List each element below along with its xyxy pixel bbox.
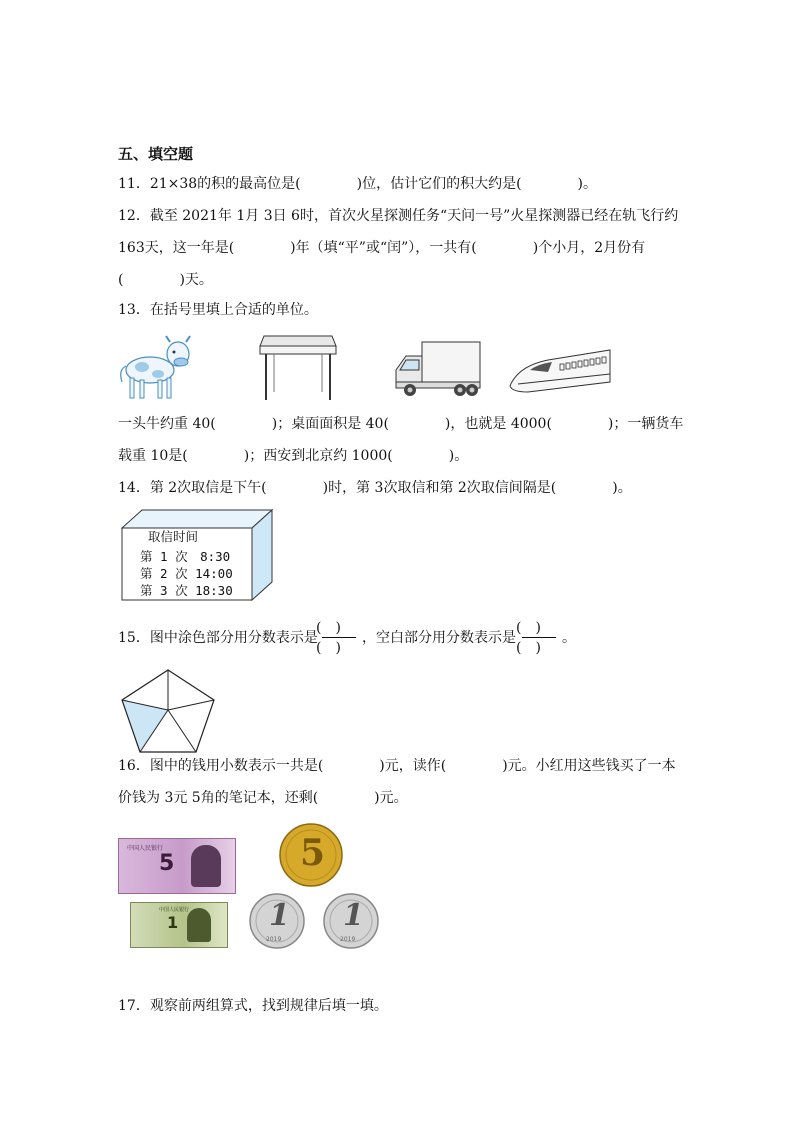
coin-5-value: 5 (300, 832, 326, 874)
question-12-line-2: 163天，这一年是( )年（填“平”或“闰”），一共有( )个小月，2月份有 (118, 240, 646, 256)
question-13-line-1: 一头牛约重 40( )；桌面面积是 40( )，也就是 4000( )；一辆货车 (118, 416, 684, 432)
fraction-blank-shaded[interactable] (316, 618, 360, 658)
coin-1-jiao-a-year: 2019 (266, 936, 282, 943)
banknote-1-value: 1 (167, 913, 179, 932)
question-12-line-3: ( )天。 (118, 272, 213, 288)
question-13: 13．在括号里填上合适的单位。 (118, 302, 318, 318)
section-title: 五、填空题 (118, 145, 194, 163)
banknote-1-header: 中国人民银行 (159, 907, 190, 913)
coin-1-jiao-b-value: 1 (343, 898, 364, 933)
train-illustration (508, 346, 612, 396)
fraction-numerator: ( ) (516, 620, 541, 636)
banknote-5-header: 中国人民银行 (127, 845, 164, 852)
question-15-part-b: ，空白部分用分数表示是 (362, 630, 516, 646)
cow-illustration (116, 334, 196, 404)
banknote-1-yuan (130, 902, 228, 948)
mailbox-row-1: 第 1 次 8:30 (140, 549, 231, 564)
fraction-blank-blank[interactable] (516, 618, 560, 658)
question-12-line-1: 12．截至 2021年 1月 3日 6时，首次火星探测任务“天问一号”火星探测器已经在轨飞行约 (118, 208, 679, 224)
question-15-part-a: 15．图中涂色部分用分数表示是 (118, 630, 318, 646)
question-16-line-2: 价钱为 3元 5角的笔记本，还剩( )元。 (118, 790, 408, 806)
fraction-bar (522, 637, 556, 638)
fraction-bar (322, 637, 356, 638)
banknote-5-portrait (191, 845, 221, 887)
coin-1-jiao-b-year: 2019 (340, 936, 356, 943)
banknote-5-value: 5 (159, 851, 175, 876)
fraction-denominator: ( ) (516, 640, 541, 656)
fraction-numerator: ( ) (316, 620, 341, 636)
question-16-line-1: 16．图中的钱用小数表示一共是( )元，读作( )元。小红用这些钱买了一本 (118, 758, 676, 774)
question-15-end: 。 (562, 630, 576, 646)
pentagon-figure (120, 668, 216, 754)
question-17: 17．观察前两组算式，找到规律后填一填。 (118, 998, 388, 1014)
banknote-1-portrait (187, 908, 211, 942)
mailbox-row-2: 第 2 次 14:00 (140, 566, 233, 581)
question-13-line-2: 载重 10是( )；西安到北京约 1000( )。 (118, 448, 469, 464)
desk-illustration (258, 334, 340, 404)
banknote-5-yuan (118, 838, 236, 894)
question-11: 11．21×38的积的最高位是( )位，估计它们的积大约是( )。 (118, 176, 598, 192)
mailbox-title: 取信时间 (148, 529, 199, 544)
question-14: 14．第 2次取信是下午( )时，第 3次取信和第 2次取信间隔是( )。 (118, 480, 632, 496)
truck-illustration (392, 340, 484, 400)
mailbox-row-3: 第 3 次 18:30 (140, 583, 233, 598)
fraction-denominator: ( ) (316, 640, 341, 656)
coin-1-jiao-a-value: 1 (269, 898, 290, 933)
